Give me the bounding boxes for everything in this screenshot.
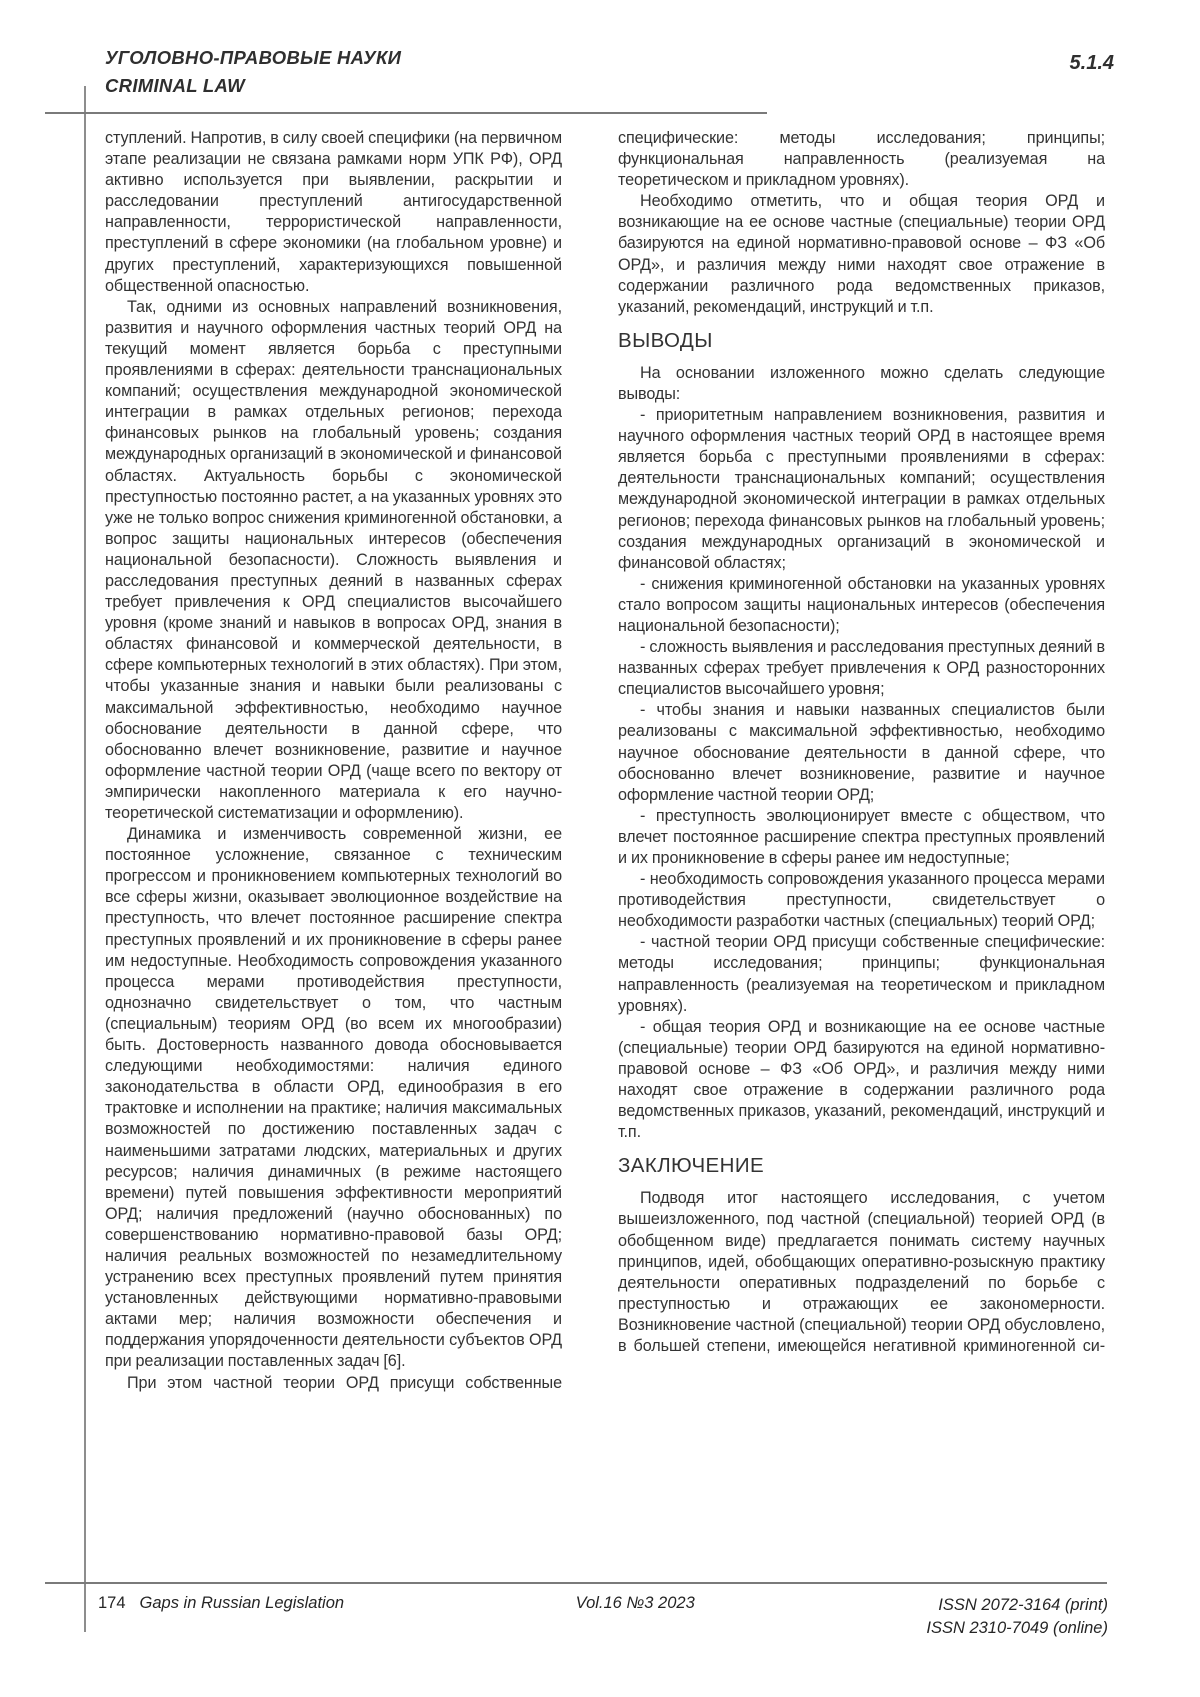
issn-print: ISSN 2072-3164 (print) — [938, 1596, 1108, 1614]
journal-title: Gaps in Russian Legislation — [139, 1594, 345, 1612]
paragraph: - преступность эволюционирует вместе с обществом, что влечет постоянное расширение спектра преступных проявлений и их проникновение в сферы ранее им недоступные; — [618, 806, 1105, 867]
paragraph: Необходимо отметить, что и общая теория ОРД и возникающие на ее основе частные (специальные) теории ОРД базируются на единой нормативно-правовой основе – ФЗ «Об ОРД», и различия между ними находят свое отражение в содержании различного рода ведомственных приказов, указаний, рекомендаций, инструкций и т.п. — [618, 192, 1105, 316]
paragraph: Подводя итог настоящего исследования, с учетом вышеизложенного, под частной (специальной) теорией ОРД (в обобщенном виде) предлагается понимать систему научных принципов, идей, обобщающих оперативно-розыскную практику деятельности оперативных подразделений по борьбе с преступностью и отражающих ее закономерности. Возникновение частной (специальной) теории ОРД обусловлено, в большей степени, имеющейся негативной криминогенной си- — [618, 1189, 1105, 1355]
paragraph: - чтобы знания и навыки названных специалистов были реализованы с максимальной эффективностью, необходимо научное обоснование деятельности в данной сфере, что обоснованно влечет возникновение, развитие и научное оформление частной теории ОРД; — [618, 701, 1105, 804]
issn-online: ISSN 2310-7049 (online) — [926, 1619, 1108, 1637]
header-rule — [45, 112, 767, 114]
paragraph: - частной теории ОРД присущи собственные специфические: методы исследования; принципы; функциональная направленность (реализуемая на теоретическом и прикладном уровнях). — [618, 933, 1105, 1015]
running-head — [105, 44, 401, 100]
page-footer — [98, 1594, 1108, 1640]
issn-block — [926, 1594, 1108, 1640]
volume-info: Vol.16 №3 2023 — [575, 1594, 695, 1612]
left-margin-rule — [84, 86, 86, 1632]
paragraph: При этом частной теории ОРД присущи собственные — [127, 1373, 562, 1392]
footer-left — [98, 1594, 344, 1613]
paragraph: специфические: методы исследования; принципы; функциональная направленность (реализуемая на теоретическом и прикладном уровнях). — [618, 129, 1105, 190]
section-heading: ЗАКЛЮЧЕНИЕ — [618, 1154, 765, 1178]
right-column — [618, 128, 1105, 1480]
section-title-en: CRIMINAL LAW — [105, 75, 245, 96]
paragraph: - общая теория ОРД и возникающие на ее основе частные (специальные) теории ОРД базируются на единой нормативно-правовой основе – ФЗ «Об ОРД», и различия между ними находят свое отражение в содержании различного рода ведомственных приказов, указаний, рекомендаций, инструкций и т.п. — [618, 1017, 1105, 1142]
paragraph: Так, одними из основных направлений возникновения, развития и научного оформления частных теорий ОРД на текущий момент является борьба с преступными проявлениями в сферах: деятельности транснациональных компаний; осуществления международной экономической интеграции в рамках отдельных регионов; перехода финансовых рынков на глобальный уровень; создания международных организаций в экономической и финансовой областях. Актуальность борьбы с экономической преступностью постоянно растет, а на указанных уровнях это уже не только вопрос снижения криминогенной обстановки, а вопрос защиты национальных интересов (обеспечения национальной безопасности). Сложность выявления и расследования преступных деяний в названных сферах требует привлечения к ОРД специалистов высочайшего уровня (кроме знаний и навыков в вопросах ОРД, знания в областях финансовой и коммерческой деятельности, в сфере компьютерных технологий в этих областях). При этом, чтобы указанные знания и навыки были реализованы с максимальной эффективностью, необходимо научное обоснование деятельности в данной сфере, что обоснованно влечет возникновение, развитие и научное оформление частной теории ОРД (чаще всего по вектору от эмпирически накопленного материала к его научно-теоретической систематизации и оформлению). — [105, 297, 562, 822]
paragraph: - необходимость сопровождения указанного процесса мерами противодействия преступности, свидетельствует о необходимости разработки частных (специальных) теорий ОРД; — [618, 870, 1105, 931]
article-body — [105, 128, 1105, 1480]
paragraph: ступлений. Напротив, в силу своей специфики (на первичном этапе реализации не связана рамками норм УПК РФ), ОРД активно используется при выявлении, раскрытии и расследовании преступлений антигосударственной направленности, террористической направленности, преступлений в сфере экономики (на глобальном уровне) и других преступлений, характеризующихся повышенной общественной опасностью. — [105, 129, 562, 295]
specialty-code: 5.1.4 — [1069, 52, 1114, 74]
paragraph: - снижения криминогенной обстановки на указанных уровнях стало вопросом защиты национальных интересов (обеспечения национальной безопасности); — [618, 574, 1105, 635]
paragraph: - сложность выявления и расследования преступных деяний в названных сферах требует привлечения к ОРД разносторонних специалистов высочайшего уровня; — [618, 638, 1105, 699]
page-number: 174 — [98, 1594, 126, 1612]
section-heading: ВЫВОДЫ — [618, 328, 713, 352]
paragraph: На основании изложенного можно сделать следующие выводы: — [618, 363, 1105, 403]
paragraph: - приоритетным направлением возникновения, развития и научного оформления частных теорий ОРД в настоящее время является борьба с преступными проявлениями в сферах: деятельности транснациональных компаний; осуществления международной экономической интеграции в рамках отдельных регионов; перехода финансовых рынков на глобальный уровень; создания международных организаций в экономической и финансовой областях; — [618, 406, 1105, 572]
paragraph: Динамика и изменчивость современной жизни, ее постоянное усложнение, связанное с техническим прогрессом и проникновением компьютерных технологий во все сферы жизни, оказывает эволюционное воздействие на преступность, что влечет постоянное расширение спектра преступных проявлений и их проникновение в сферы ранее им недоступные. Необходимость сопровождения указанного процесса мерами противодействия преступности, однозначно свидетельствует о том, что частным (специальным) теориям ОРД (во всем их многообразии) быть. Достоверность названного довода обосновывается следующими необходимостями: наличия единого законодательства в области ОРД, единообразия в его трактовке и исполнении на практике; наличия максимальных возможностей по достижению поставленных задач с наименьшими затратами людских, материальных и других ресурсов; наличия динамичных (в режиме настоящего времени) путей повышения эффективности мероприятий ОРД; наличия предложений (научно обоснованных) по совершенствованию нормативно-правовой базы ОРД; наличия реальных возможностей по незамедлительному устранению всех преступных проявлений путем принятия установленных действующими нормативно-правовыми актами мер; наличия возможности обеспечения и поддержания упорядоченности деятельности субъектов ОРД при реализации поставленных задач [6]. — [105, 825, 562, 1371]
section-title-ru: УГОЛОВНО-ПРАВОВЫЕ НАУКИ — [105, 47, 402, 68]
left-column — [105, 128, 562, 1480]
footer-rule — [45, 1582, 1107, 1584]
